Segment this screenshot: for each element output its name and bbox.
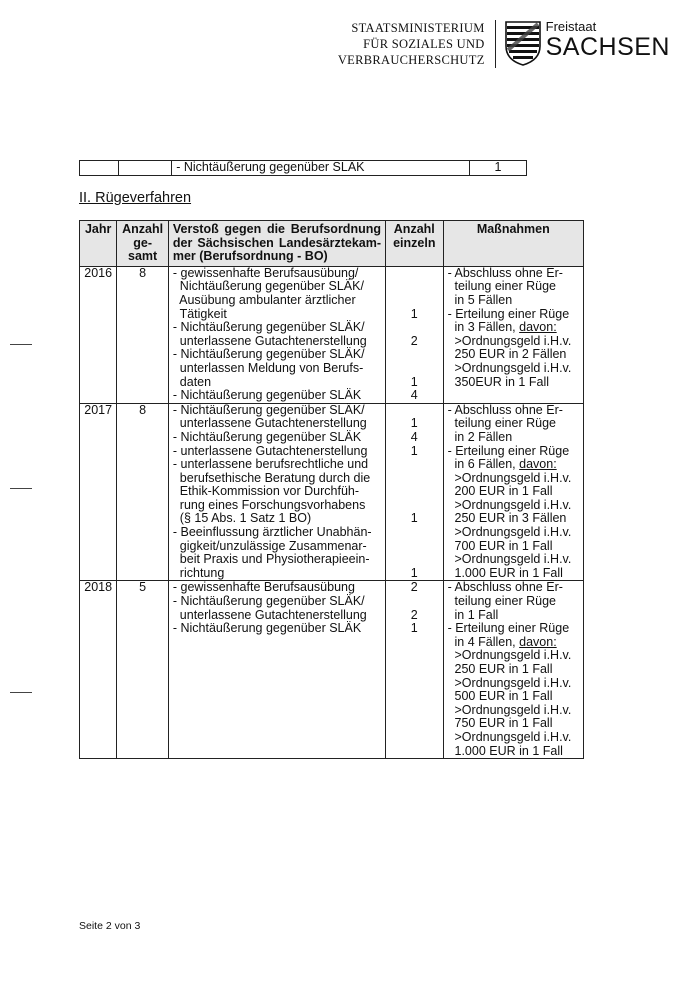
measure-line [448,458,579,472]
violation-cell [168,266,385,403]
measure-line: teilung einer Rüge [447,416,556,431]
table-row [80,161,527,176]
violation-line: Ethik-Kommission vor Durchfüh- [172,484,360,499]
table-row [80,581,584,759]
count-cell: 1 [469,161,526,176]
single-count-cell [386,581,444,759]
violation-line: (§ 15 Abs. 1 Satz 1 BO) [172,511,312,526]
violation-line: Tätigkeit [172,306,227,321]
measure-line: 250 EUR in 2 Fällen [447,347,567,362]
measure-line: - Abschluss ohne Er- [447,265,563,280]
count-line: 2 [410,580,418,595]
violation-line: richtung [172,565,225,580]
count-line [390,526,439,540]
measure-line: - Erteilung einer Rüge [447,621,570,636]
header-total-line: samt [128,249,158,264]
violation-line: gigkeit/unzulässige Zusammenar- [172,538,367,553]
measure-line: 1.000 EUR in 1 Fall [447,743,563,758]
table-row [80,266,584,403]
violation-line: - Nichtäußerung gegenüber SLÄK/ [172,347,365,362]
measure-line: in 5 Fällen [447,292,513,307]
count-line: 2 [410,607,418,622]
violation-cell [168,581,385,759]
count-line [390,472,439,486]
measure-line: 350EUR in 1 Fall [447,374,549,389]
count-line [390,458,439,472]
count-line: 1 [410,306,418,321]
count-line: 1 [410,565,418,580]
letterhead [338,20,670,68]
count-line [390,362,439,376]
measure-line [448,636,579,650]
header-violation: Verstoß gegen die Berufsordnung der Sächsischen Landesärztekam-mer (Berufsordnung - BO) [168,221,385,267]
violation-cell [168,403,385,581]
violation-line: - Nichtäußerung gegenüber SLÄK/ [172,320,365,335]
violation-cell: - Nichtäußerung gegenüber SLÄK [172,161,470,176]
measure-line: 700 EUR in 1 Fall [447,538,553,553]
ministry-line: VERBRAUCHERSCHUTZ [337,53,485,67]
measure-line: in 1 Fall [447,607,499,622]
year-cell: 2017 [80,403,117,581]
state-big-label: SACHSEN [545,33,670,61]
measure-text-underlined: davon: [519,634,557,649]
count-line [390,348,439,362]
count-line: 4 [410,388,418,403]
violation-line: unterlassene Gutachtenerstellung [172,607,367,622]
count-line [390,540,439,554]
measure-text-underlined: davon: [519,320,557,335]
violation-line: berufsethische Beratung durch die [172,470,371,485]
measure-line: >Ordnungsgeld i.H.v. [447,470,572,485]
punch-mark [10,692,32,693]
count-line [390,553,439,567]
count-line [390,321,439,335]
measure-line: >Ordnungsgeld i.H.v. [447,525,572,540]
total-cell: 5 [117,581,169,759]
measure-text-underlined: davon: [519,457,557,472]
measure-line: >Ordnungsgeld i.H.v. [447,497,572,512]
empty-cell [119,161,172,176]
violation-line: unterlassene Gutachtenerstellung [172,333,367,348]
violation-line: unterlassen Meldung von Berufs- [172,360,364,375]
ministry-name [338,20,496,68]
ministry-line: FÜR SOZIALES UND [363,37,485,51]
rueges-table [79,220,584,759]
count-line: 1 [410,374,418,389]
measure-line: teilung einer Rüge [447,594,556,609]
violation-line: - Nichtäußerung gegenüber SLÄK [172,388,362,403]
count-line [390,485,439,499]
violation-line: - unterlassene Gutachtenerstellung [172,443,368,458]
count-line [390,280,439,294]
measure-line: 750 EUR in 1 Fall [447,716,553,731]
ministry-line: STAATSMINISTERIUM [351,21,485,35]
state-name [546,20,670,60]
measure-text: in 6 Fällen, [447,457,520,472]
fold-mark [10,488,32,489]
measure-line: teilung einer Rüge [447,279,556,294]
count-line: 1 [410,443,418,458]
measure-line: >Ordnungsgeld i.H.v. [447,702,572,717]
measure-line: >Ordnungsgeld i.H.v. [447,333,572,348]
state-small-label: Freistaat [545,19,597,34]
header-total-line: ge- [133,235,152,250]
saxony-coat-of-arms-icon [504,20,542,66]
violation-line: beit Praxis und Physiotherapieein- [172,552,370,567]
empty-cell [80,161,119,176]
measure-line: >Ordnungsgeld i.H.v. [447,552,572,567]
violation-line: - Nichtäußerung gegenüber SLÄK [172,429,362,444]
measure-line: in 2 Fällen [447,429,513,444]
measure-line: >Ordnungsgeld i.H.v. [447,648,572,663]
single-count-cell [386,266,444,403]
count-line [390,267,439,281]
table-row [80,403,584,581]
measure-line: 500 EUR in 1 Fall [447,689,553,704]
measures-cell [443,581,583,759]
count-line: 1 [410,511,418,526]
measure-line: - Abschluss ohne Er- [447,402,563,417]
total-cell: 8 [117,403,169,581]
measure-line: 250 EUR in 1 Fall [447,662,553,676]
count-line [390,499,439,513]
header-measures: Maßnahmen [443,221,583,267]
measure-text: in 3 Fällen, [447,320,520,335]
header-single-count: Anzahl einzeln [386,221,444,267]
year-cell: 2016 [80,266,117,403]
year-cell: 2018 [80,581,117,759]
section-title: II. Rügeverfahren [79,190,192,206]
violation-line: - Nichtäußerung gegenüber SLÄK [172,621,362,636]
total-cell: 8 [117,266,169,403]
measure-line [448,321,579,335]
page-number: Seite 2 von 3 [79,920,141,932]
measure-line: >Ordnungsgeld i.H.v. [447,675,572,690]
measure-line: - Erteilung einer Rüge [447,306,570,321]
header-total [117,221,169,267]
count-line [390,404,439,418]
header-total-line: Anzahl [122,222,164,236]
count-line [390,294,439,308]
count-line: 1 [410,416,418,431]
fold-mark [10,344,32,345]
count-line [390,595,439,609]
violation-line: rung eines Forschungsvorhabens [172,497,366,512]
violation-line: unterlassene Gutachtenerstellung [172,416,367,431]
continuation-table [79,160,527,176]
violation-line: - Nichtäußerung gegenüber SLÄK/ [172,402,365,417]
violation-line: daten [172,374,212,389]
violation-line: - gewissenhafte Berufsausübung [172,580,355,595]
single-count-cell [386,403,444,581]
measure-line: 200 EUR in 1 Fall [447,484,553,499]
measure-line: >Ordnungsgeld i.H.v. [447,729,572,744]
table-header-row [80,221,584,267]
measure-line: 1.000 EUR in 1 Fall [447,565,563,580]
violation-line: - gewissenhafte Berufsausübung/ [172,265,359,280]
measures-cell [443,266,583,403]
measures-cell [443,403,583,581]
violation-line: - Beeinflussung ärztlicher Unabhän- [172,525,372,540]
count-line: 2 [410,333,418,348]
measure-line: 250 EUR in 3 Fällen [447,511,567,526]
count-line: 1 [410,621,418,636]
measure-text: in 4 Fällen, [447,634,520,649]
header-year: Jahr [80,221,117,267]
measure-line: - Erteilung einer Rüge [447,443,570,458]
measure-line: - Abschluss ohne Er- [447,580,563,595]
violation-line: - Nichtäußerung gegenüber SLÄK/ [172,594,365,609]
count-line: 4 [410,429,418,444]
violation-line: - unterlassene berufsrechtliche und [172,457,369,472]
violation-line: Ausübung ambulanter ärztlicher [172,292,356,307]
measure-line: >Ordnungsgeld i.H.v. [447,360,572,375]
violation-line: Nichtäußerung gegenüber SLÄK/ [172,279,364,294]
